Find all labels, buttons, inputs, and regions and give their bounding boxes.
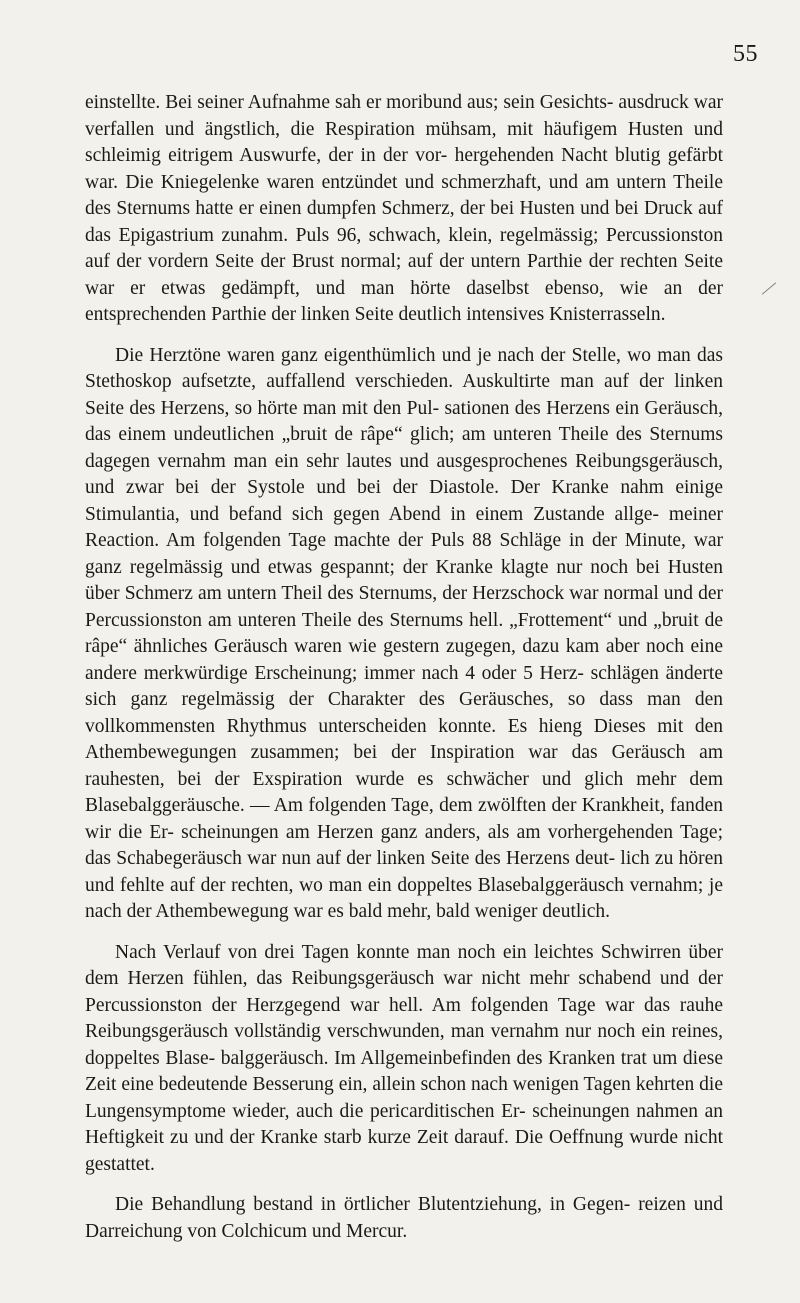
paragraph-1: einstellte. Bei seiner Aufnahme sah er moribund aus; sein Gesichts- ausdruck war verfallen und ängstlich, die Respiration mühsam, mit häufigem Husten und schleimig eitrigem Auswurfe, der in der vor- hergehenden Nacht blutig gefärbt war. Die Kniegelenke waren entzündet und schmerzhaft, und am untern Theile des Sternums hatte er einen dumpfen Schmerz, der bei Husten und bei Druck auf das Epigastrium zunahm. Puls 96, schwach, klein, regelmässig; Percussionston auf der vordern Seite der Brust normal; auf der untern Parthie der rechten Seite war er etwas gedämpft, und man hörte daselbst ebenso, wie an der entsprechenden Parthie der linken Seite deutlich intensives Knisterrasseln. (85, 92, 723, 325)
body-text (85, 90, 723, 1245)
paragraph-4: Die Behandlung bestand in örtlicher Blutentziehung, in Gegen- reizen und Darreichung von Colchicum und Mercur. (85, 1194, 723, 1242)
paragraph-2: Die Herztöne waren ganz eigenthümlich und je nach der Stelle, wo man das Stethoskop aufsetzte, auffallend verschieden. Auskultirte man auf der linken Seite des Herzens, so hörte man mit den Pul- sationen des Herzens ein Geräusch, das einem undeutlichen „bruit de râpe“ glich; am unteren Theile des Sternums dagegen vernahm man ein sehr lautes und ausgesprochenes Reibungsgeräusch, und zwar bei der Systole und bei der Diastole. Der Kranke nahm einige Stimulantia, und befand sich gegen Abend in einem Zustande allge- meiner Reaction. Am folgenden Tage machte der Puls 88 Schläge in der Minute, war ganz regelmässig und etwas gespannt; der Kranke klagte nur noch bei Husten über Schmerz am untern Theil des Sternums, der Herzschock war normal und der Percussionston am unteren Theile des Sternums hell. „Frottement“ und „bruit de râpe“ ähnliches Geräusch waren wie gestern zugegen, dazu kam aber noch eine andere merkwürdige Erscheinung; immer nach 4 oder 5 Herz- schlägen änderte sich ganz regelmässig der Charakter des Geräusches, so dass man den vollkommensten Rhythmus unterscheiden konnte. Es hieng Dieses mit den Athembewegungen zusammen; bei der Inspiration war das Geräusch am rauhesten, bei der Exspiration wurde es schwächer und glich mehr dem Blasebalggeräusche. — Am folgenden Tage, dem zwölften der Krankheit, fanden wir die Er- scheinungen am Herzen ganz anders, als am vorhergehenden Tage; das Schabegeräusch war nun auf der linken Seite des Herzens deut- lich zu hören und fehlte auf der rechten, wo man ein doppeltes Blasebalggeräusch vernahm; je nach der Athembewegung war es bald mehr, bald weniger deutlich. (85, 344, 723, 922)
margin-mark (762, 282, 776, 294)
page-number: 55 (733, 41, 758, 67)
paragraph-3: Nach Verlauf von drei Tagen konnte man noch ein leichtes Schwirren über dem Herzen fühlen, das Reibungsgeräusch war nicht mehr schabend und der Percussionston der Herzgegend war hell. Am folgenden Tage war das rauhe Reibungsgeräusch vollständig verschwunden, man vernahm nur noch ein reines, doppeltes Blase- balggeräusch. Im Allgemeinbefinden des Kranken trat um diese Zeit eine bedeutende Besserung ein, allein schon nach wenigen Tagen kehrten die Lungensymptome wieder, auch die pericarditischen Er- scheinungen nahmen an Heftigkeit zu und der Kranke starb kurze Zeit darauf. Die Oeffnung wurde nicht gestattet. (85, 941, 723, 1175)
